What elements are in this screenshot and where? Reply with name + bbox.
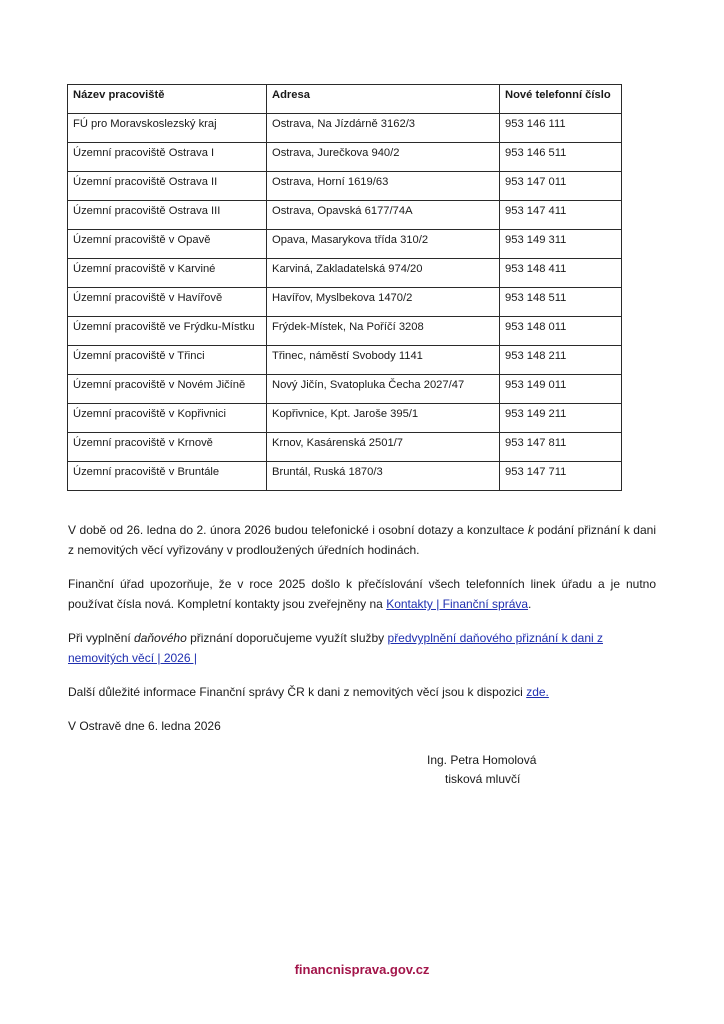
- date-line: V Ostravě dne 6. ledna 2026: [68, 719, 221, 733]
- signature-name: Ing. Petra Homolová: [427, 753, 537, 767]
- more-info-link[interactable]: zde.: [526, 685, 549, 699]
- footer-website: financnisprava.gov.cz: [294, 962, 430, 977]
- workplace-name: Územní pracoviště Ostrava II: [68, 172, 267, 201]
- table-row: [68, 433, 622, 462]
- paragraph-consultation-hours: [68, 520, 656, 560]
- table-row: [68, 462, 622, 491]
- workplace-name: Územní pracoviště v Třinci: [68, 346, 267, 375]
- workplace-address: Ostrava, Jurečkova 940/2: [267, 143, 500, 172]
- paragraph-phone-renumbering: [68, 574, 656, 614]
- workplace-phone: 953 149 211: [500, 404, 622, 433]
- paragraph-more-info: [68, 682, 656, 702]
- workplace-name: FÚ pro Moravskoslezský kraj: [68, 114, 267, 143]
- paragraph-italic-text: daňového: [134, 631, 187, 645]
- paragraph-text: Finanční úřad upozorňuje, že v roce 2025 došlo k přečíslování všech telefonních linek úřadu a je nutno používat čísla nová. Kompletní kontakty jsou zveřejněny na: [68, 577, 656, 611]
- workplace-name: Územní pracoviště v Novém Jičíně: [68, 375, 267, 404]
- paragraph-text: podání přiznání k dani z nemovitých věcí vyřizovány v prodloužených úředních hodinách.: [68, 523, 656, 557]
- workplace-address: Frýdek-Místek, Na Poříčí 3208: [267, 317, 500, 346]
- signature-role: tisková mluvčí: [445, 772, 521, 786]
- workplace-address: Ostrava, Na Jízdárně 3162/3: [267, 114, 500, 143]
- workplace-phone: 953 146 111: [500, 114, 622, 143]
- workplace-phone: 953 148 211: [500, 346, 622, 375]
- workplace-address: Nový Jičín, Svatopluka Čecha 2027/47: [267, 375, 500, 404]
- paragraph-text: přiznání doporučujeme využít služby: [186, 631, 388, 645]
- paragraph-text: V době od 26. ledna do 2. února 2026 budou telefonické i osobní dotazy a konzultace: [68, 523, 528, 537]
- paragraph-text: .: [528, 597, 532, 611]
- workplace-address: Opava, Masarykova třída 310/2: [267, 230, 500, 259]
- workplace-name: Územní pracoviště v Karviné: [68, 259, 267, 288]
- workplace-phone: 953 149 011: [500, 375, 622, 404]
- workplace-address: Krnov, Kasárenská 2501/7: [267, 433, 500, 462]
- table-row: [68, 172, 622, 201]
- header-phone: Nové telefonní číslo: [500, 85, 622, 114]
- workplace-name: Územní pracoviště Ostrava I: [68, 143, 267, 172]
- workplace-address: Bruntál, Ruská 1870/3: [267, 462, 500, 491]
- paragraph-text: Další důležité informace Finanční správy ČR k dani z nemovitých věcí jsou k dispozici: [68, 685, 527, 699]
- workplace-address: Ostrava, Opavská 6177/74A: [267, 201, 500, 230]
- workplace-address: Ostrava, Horní 1619/63: [267, 172, 500, 201]
- table-row: [68, 259, 622, 288]
- table-row: [68, 114, 622, 143]
- workplace-address: Karviná, Zakladatelská 974/20: [267, 259, 500, 288]
- workplace-name: Územní pracoviště v Bruntále: [68, 462, 267, 491]
- table-row: [68, 404, 622, 433]
- workplace-name: Územní pracoviště v Krnově: [68, 433, 267, 462]
- table-row: [68, 346, 622, 375]
- workplace-address: Kopřivnice, Kpt. Jaroše 395/1: [267, 404, 500, 433]
- workplace-phone: 953 146 511: [500, 143, 622, 172]
- paragraph-prefill-service: [68, 628, 656, 668]
- contacts-link[interactable]: Kontakty | Finanční správa: [386, 597, 529, 611]
- workplace-name: Územní pracoviště v Kopřivnici: [68, 404, 267, 433]
- table-header-row: [68, 85, 622, 114]
- workplace-phone: 953 148 011: [500, 317, 622, 346]
- table-row: [68, 375, 622, 404]
- workplace-name: Územní pracoviště v Havířově: [68, 288, 267, 317]
- workplace-name: Územní pracoviště Ostrava III: [68, 201, 267, 230]
- table-row: [68, 288, 622, 317]
- table-row: [68, 201, 622, 230]
- workplace-name: Územní pracoviště ve Frýdku-Místku: [68, 317, 267, 346]
- workplace-phone: 953 147 711: [500, 462, 622, 491]
- workplace-address: Třinec, náměstí Svobody 1141: [267, 346, 500, 375]
- header-address: Adresa: [267, 85, 500, 114]
- workplace-phone: 953 147 411: [500, 201, 622, 230]
- workplace-phone: 953 149 311: [500, 230, 622, 259]
- header-workplace-name: Název pracoviště: [68, 85, 267, 114]
- table-row: [68, 317, 622, 346]
- workplace-phone: 953 148 511: [500, 288, 622, 317]
- table-row: [68, 230, 622, 259]
- workplace-phone: 953 148 411: [500, 259, 622, 288]
- paragraph-text: Při vyplnění: [68, 631, 135, 645]
- contacts-table: [67, 84, 622, 491]
- workplace-name: Územní pracoviště v Opavě: [68, 230, 267, 259]
- table-row: [68, 143, 622, 172]
- prefill-tax-return-link[interactable]: předvyplnění daňového přiznání k dani z nemovitých věcí | 2026 |: [68, 631, 603, 665]
- workplace-address: Havířov, Myslbekova 1470/2: [267, 288, 500, 317]
- paragraph-italic-text: k: [527, 523, 534, 537]
- workplace-phone: 953 147 011: [500, 172, 622, 201]
- workplace-phone: 953 147 811: [500, 433, 622, 462]
